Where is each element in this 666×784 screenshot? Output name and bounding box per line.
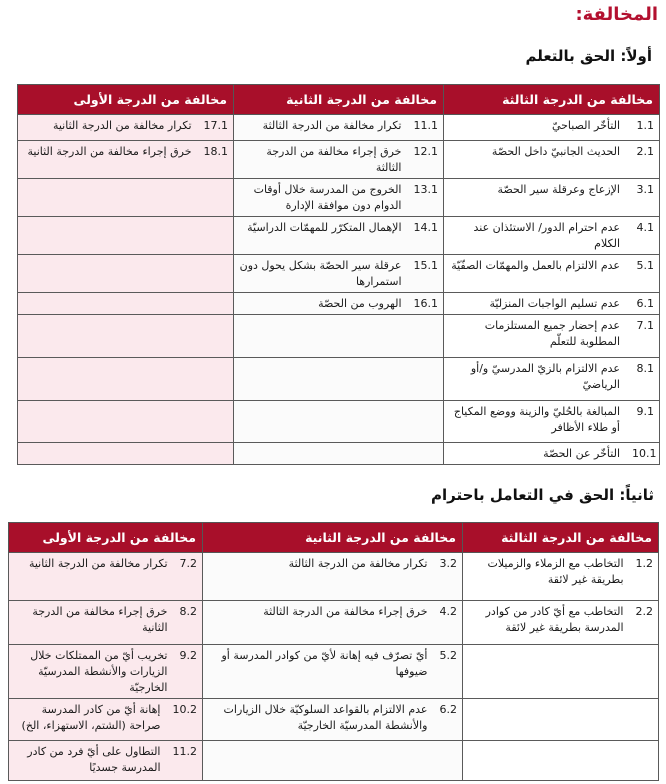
table-row	[18, 401, 660, 443]
cell-second-degree	[234, 293, 444, 315]
violation-number: 12.1	[413, 145, 438, 158]
cell-second-degree	[203, 553, 463, 601]
cell-second-degree	[234, 141, 444, 179]
table-row	[9, 601, 659, 645]
violation-number: 8.1	[636, 362, 654, 375]
cell-third-degree	[444, 179, 660, 217]
violation-number: 9.2	[179, 649, 197, 662]
violation-number: 9.1	[636, 405, 654, 418]
cell-second-degree	[234, 217, 444, 255]
cell-second-degree	[234, 358, 444, 401]
header-third-degree: مخالفة من الدرجة الثالثة	[444, 85, 660, 115]
violation-text: خرق إجراء مخالفة من الدرجة الثالثة	[266, 145, 402, 174]
cell-third-degree	[444, 443, 660, 465]
table-row	[9, 553, 659, 601]
table-row	[18, 315, 660, 358]
violation-text: عدم الالتزام بالزيّ المدرسيّ و/أو الرياضيّ	[470, 362, 620, 391]
cell-third-degree	[444, 315, 660, 358]
table-row	[9, 699, 659, 741]
table-row	[18, 358, 660, 401]
violation-number: 13.1	[413, 183, 438, 196]
violation-number: 4.2	[439, 605, 457, 618]
cell-third-degree	[444, 358, 660, 401]
violation-text: تكرار مخالفة من الدرجة الثالثة	[288, 557, 428, 570]
cell-second-degree	[234, 179, 444, 217]
header-first-degree: مخالفة من الدرجة الأولى	[9, 523, 203, 553]
document-heading: المخالفة:	[575, 4, 658, 25]
violation-number: 1.2	[635, 557, 653, 570]
violation-number: 11.1	[413, 119, 438, 132]
cell-second-degree	[234, 401, 444, 443]
cell-first-degree	[9, 601, 203, 645]
cell-third-degree	[463, 553, 659, 601]
cell-second-degree	[234, 315, 444, 358]
violation-number: 16.1	[413, 297, 438, 310]
cell-first-degree	[9, 741, 203, 781]
table-row	[18, 217, 660, 255]
violation-text: عدم الالتزام بالعمل والمهمّات الصفّيّة	[451, 259, 620, 272]
header-first-degree: مخالفة من الدرجة الأولى	[18, 85, 234, 115]
violation-number: 10.2	[172, 703, 197, 716]
violations-table-learning	[17, 84, 660, 465]
table-row	[18, 115, 660, 141]
cell-second-degree	[234, 443, 444, 465]
cell-first-degree	[18, 115, 234, 141]
cell-third-degree	[463, 601, 659, 645]
violation-number: 15.1	[413, 259, 438, 272]
cell-second-degree	[203, 601, 463, 645]
cell-first-degree	[18, 358, 234, 401]
violation-text: التخاطب مع أيّ كادر من كوادر المدرسة بطريقة غير لائقة	[485, 605, 624, 634]
violation-text: خرق إجراء مخالفة من الدرجة الثانية	[27, 145, 192, 158]
cell-third-degree	[444, 217, 660, 255]
section-title-respect: ثانياً: الحق في التعامل باحترام	[431, 486, 654, 504]
cell-second-degree	[234, 115, 444, 141]
violation-number: 11.2	[172, 745, 197, 758]
cell-second-degree	[234, 255, 444, 293]
violation-number: 8.2	[179, 605, 197, 618]
violation-text: تكرار مخالفة من الدرجة الثانية	[28, 557, 168, 570]
cell-second-degree	[203, 645, 463, 699]
cell-third-degree	[444, 293, 660, 315]
violation-text: الإزعاج وعرقلة سير الحصّة	[497, 183, 620, 196]
table-row	[18, 255, 660, 293]
cell-third-degree	[463, 741, 659, 781]
violation-number: 1.1	[636, 119, 654, 132]
violation-text: تكرار مخالفة من الدرجة الثالثة	[262, 119, 402, 132]
violation-number: 2.1	[636, 145, 654, 158]
violation-text: التخاطب مع الزملاء والزميلات بطريقة غير لائقة	[487, 557, 624, 586]
cell-first-degree	[9, 645, 203, 699]
violation-number: 6.2	[439, 703, 457, 716]
table-row	[18, 443, 660, 465]
violation-text: عدم الالتزام بالقواعد السلوكيّة خلال الزيارات والأنشطة المدرسيّة الخارجيّة	[223, 703, 428, 732]
cell-first-degree	[9, 553, 203, 601]
violation-text: التأخّر عن الحصّة	[543, 447, 620, 460]
cell-second-degree	[203, 741, 463, 781]
cell-first-degree	[18, 443, 234, 465]
violation-number: 17.1	[203, 119, 228, 132]
violation-text: خرق إجراء مخالفة من الدرجة الثالثة	[263, 605, 428, 618]
violation-text: إهانة أيّ من كادر المدرسة صراحة (الشتم، الاستهزاء، الخ)	[21, 703, 161, 732]
table-row	[9, 645, 659, 699]
violation-text: عدم إحضار جميع المستلزمات المطلوبة للتعلّم	[484, 319, 620, 348]
cell-first-degree	[18, 179, 234, 217]
cell-first-degree	[18, 217, 234, 255]
cell-first-degree	[18, 315, 234, 358]
violation-number: 14.1	[413, 221, 438, 234]
violation-text: أيّ تصرّف فيه إهانة لأيّ من كوادر المدرسة أو ضيوفها	[221, 649, 428, 678]
cell-third-degree	[463, 645, 659, 699]
cell-third-degree	[444, 255, 660, 293]
violation-text: الإهمال المتكرّر للمهمّات الدراسيّة	[247, 221, 402, 234]
cell-first-degree	[18, 401, 234, 443]
table-row	[18, 179, 660, 217]
violation-number: 7.2	[179, 557, 197, 570]
violation-text: الهروب من الحصّة	[318, 297, 402, 310]
violation-number: 6.1	[636, 297, 654, 310]
violation-text: تخريب أيّ من الممتلكات خلال الزيارات والأنشطة المدرسيّة الخارجيّة	[30, 649, 168, 694]
table-header-row	[9, 523, 659, 553]
cell-first-degree	[18, 141, 234, 179]
header-second-degree: مخالفة من الدرجة الثانية	[203, 523, 463, 553]
violation-number: 3.2	[439, 557, 457, 570]
table-header-row	[18, 85, 660, 115]
cell-third-degree	[444, 115, 660, 141]
section-title-right-to-learn: أولاً: الحق بالتعلم	[525, 47, 652, 65]
cell-first-degree	[9, 699, 203, 741]
violation-number: 4.1	[636, 221, 654, 234]
cell-first-degree	[18, 255, 234, 293]
violation-text: عدم تسليم الواجبات المنزليّة	[489, 297, 620, 310]
violation-text: خرق إجراء مخالفة من الدرجة الثانية	[32, 605, 168, 634]
violation-number: 10.1	[632, 447, 657, 460]
cell-third-degree	[444, 141, 660, 179]
violation-text: الخروج من المدرسة خلال أوقات الدوام دون موافقة الإدارة	[253, 183, 402, 212]
table-row	[9, 741, 659, 781]
violation-number: 3.1	[636, 183, 654, 196]
cell-second-degree	[203, 699, 463, 741]
violation-text: عدم احترام الدور/ الاستئذان عند الكلام	[473, 221, 620, 250]
cell-third-degree	[463, 699, 659, 741]
violation-text: تكرار مخالفة من الدرجة الثانية	[52, 119, 192, 132]
table-row	[18, 141, 660, 179]
violations-table-respect	[8, 522, 659, 781]
violation-text: التطاول على أيّ فرد من كادر المدرسة جسديًا	[27, 745, 161, 774]
violation-number: 2.2	[635, 605, 653, 618]
violation-number: 5.1	[636, 259, 654, 272]
violation-text: التأخّر الصباحيّ	[551, 119, 620, 132]
violation-number: 7.1	[636, 319, 654, 332]
header-third-degree: مخالفة من الدرجة الثالثة	[463, 523, 659, 553]
violation-number: 5.2	[439, 649, 457, 662]
table-row	[18, 293, 660, 315]
violation-number: 18.1	[203, 145, 228, 158]
cell-third-degree	[444, 401, 660, 443]
cell-first-degree	[18, 293, 234, 315]
header-second-degree: مخالفة من الدرجة الثانية	[234, 85, 444, 115]
violation-text: الحديث الجانبيّ داخل الحصّة	[491, 145, 620, 158]
violation-text: عرقلة سير الحصّة بشكل يحول دون استمرارها	[239, 259, 402, 288]
violation-text: المبالغة بالحُليّ والزينة ووضع المكياج أو طلاء الأظافر	[453, 405, 620, 434]
